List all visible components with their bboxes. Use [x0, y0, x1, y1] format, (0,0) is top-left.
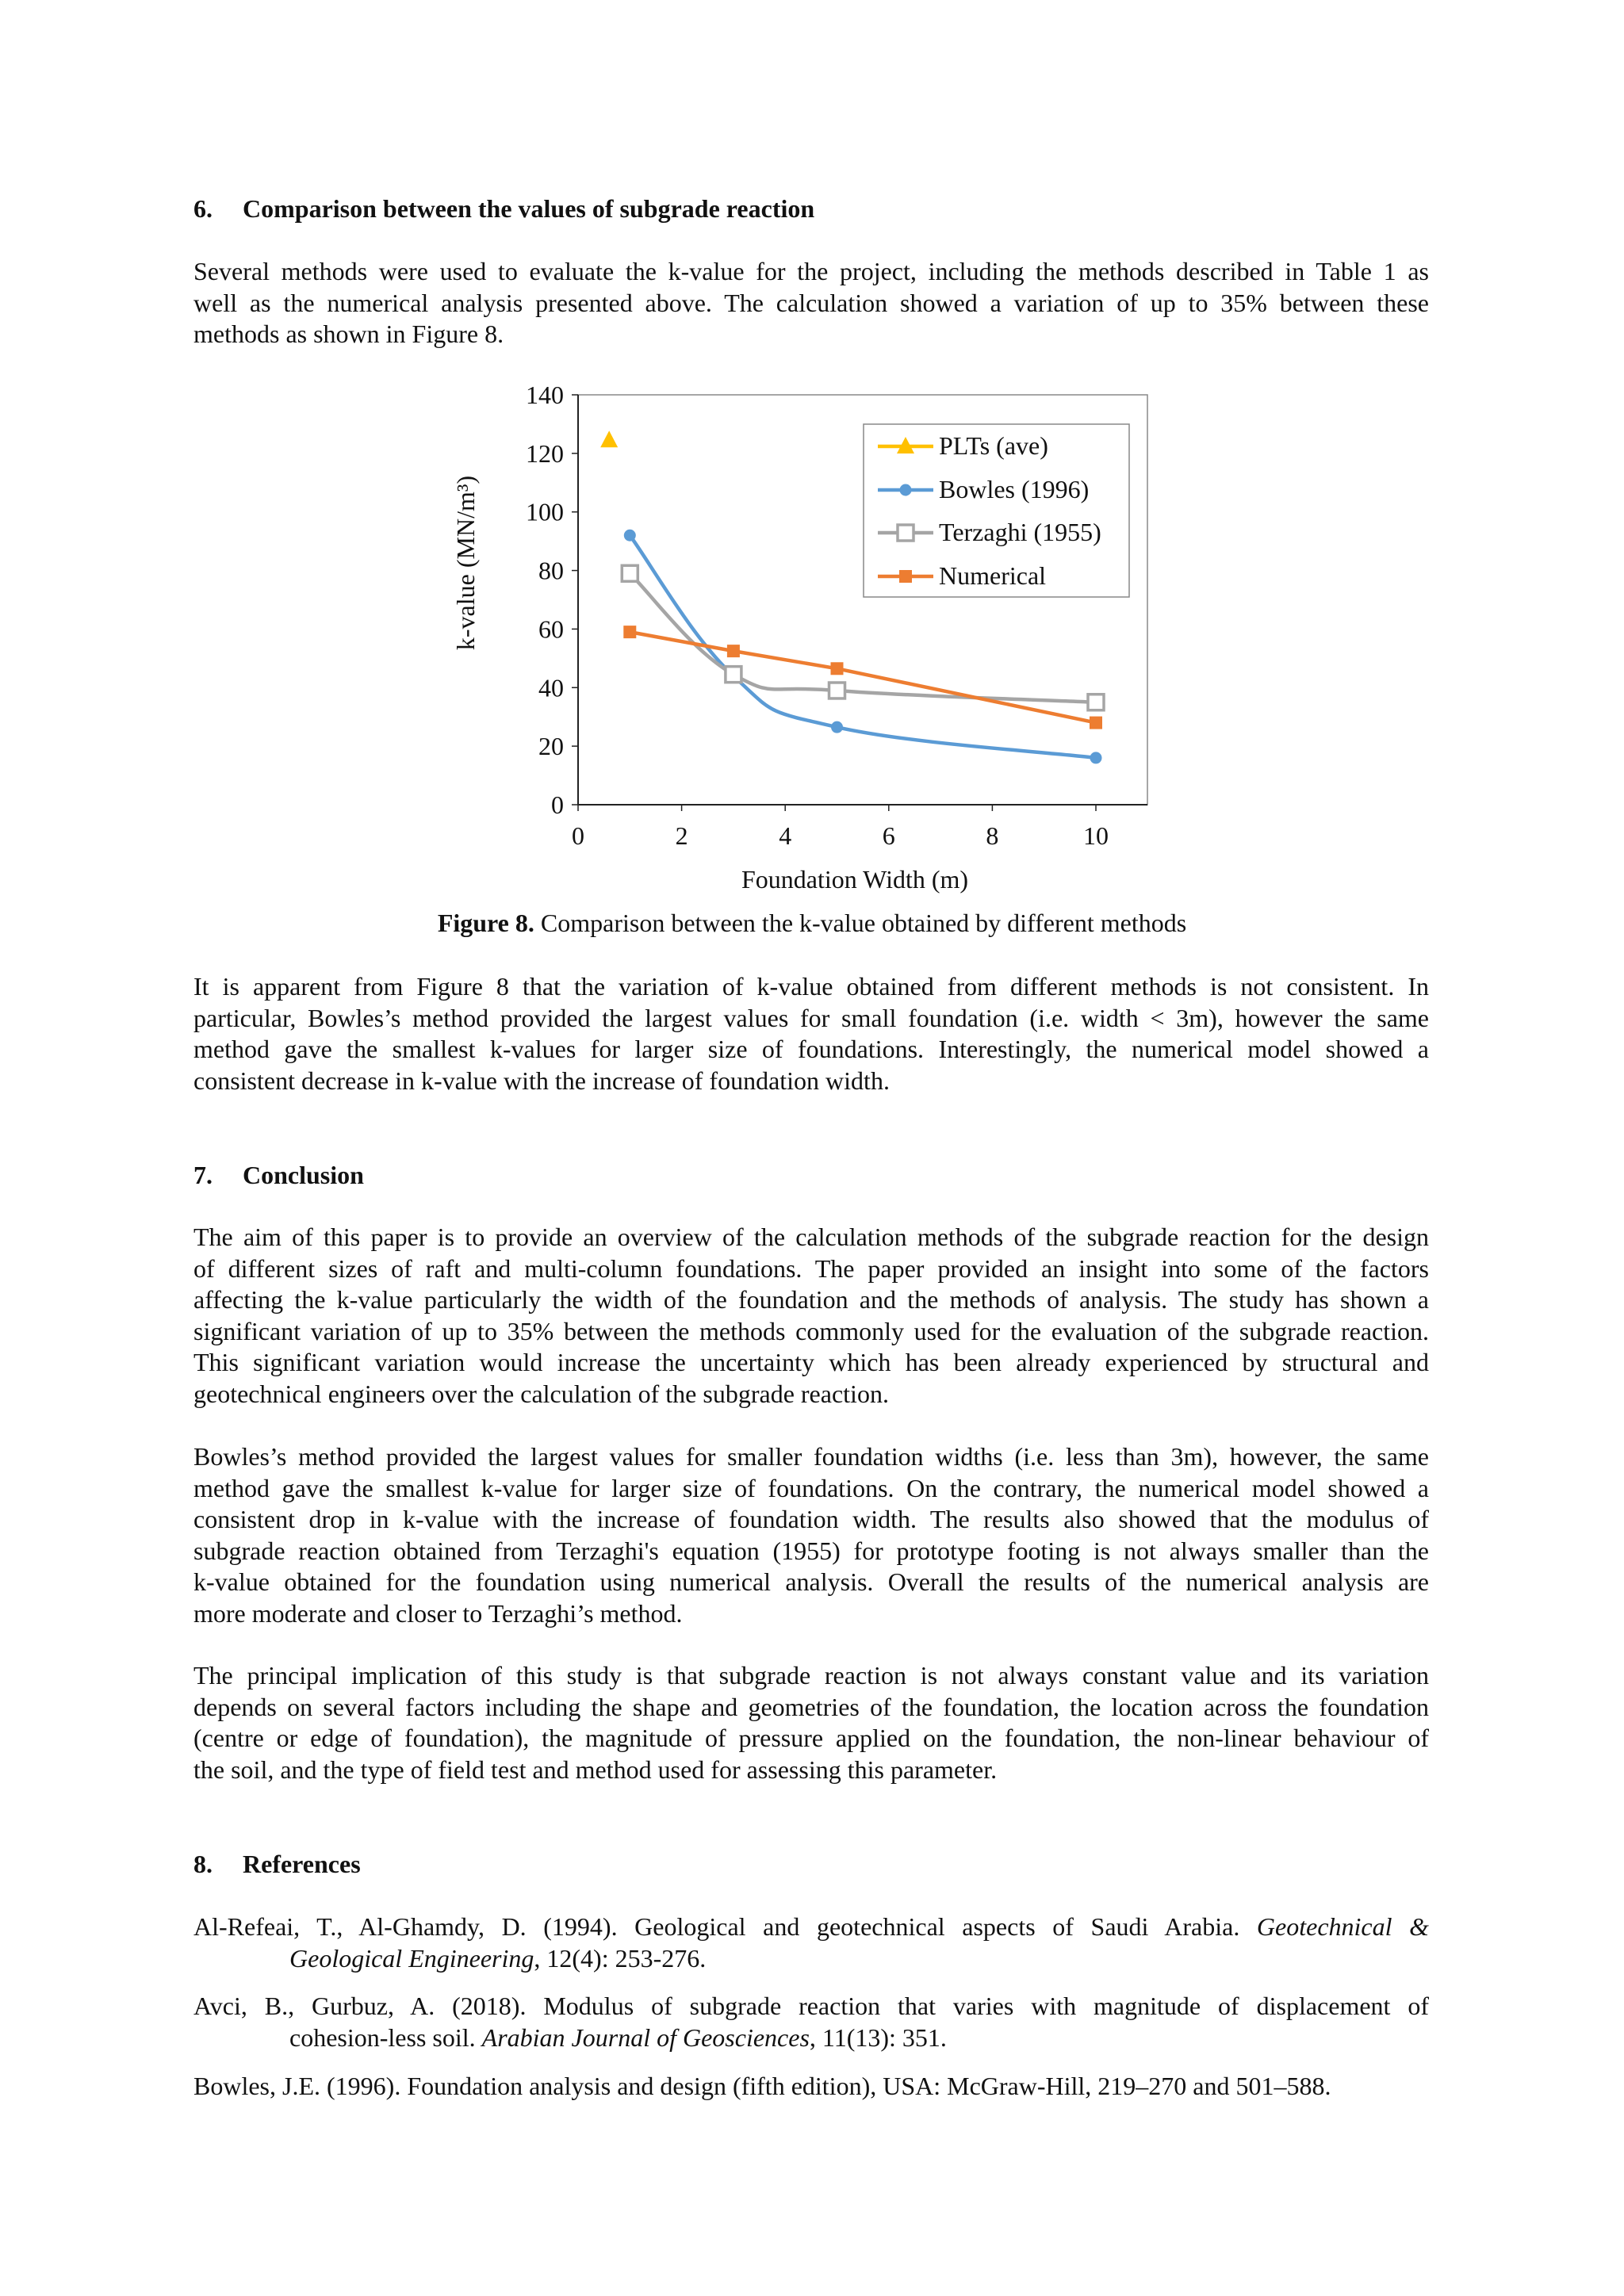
- text-line: affecting the k-value particularly the width of the foundation and the methods of analysis. The study has shown a: [193, 1285, 1429, 1314]
- y-tick-label: 20: [538, 732, 564, 761]
- text-line: of different sizes of raft and multi-column foundations. The paper provided an insight into some of the factors: [193, 1253, 1429, 1283]
- section-title: References: [243, 1850, 361, 1878]
- ref-text: , 11(13): 351.: [809, 2023, 947, 2052]
- data-point: [624, 530, 636, 541]
- data-point: [831, 721, 843, 733]
- ref-text: cohesion-less soil.: [289, 2023, 482, 2052]
- section-number: 7.: [193, 1161, 213, 1189]
- ref-text: Bowles, J.E. (1996). Foundation analysis and design (fifth edition), USA: McGraw-Hill, 219–270 and 501–588.: [193, 2072, 1331, 2100]
- text-line: particular, Bowles’s method provided the largest values for small foundation (i.e. width < 3m), however the same: [193, 1003, 1429, 1032]
- paragraph-2: [193, 971, 1429, 1096]
- x-tick-label: 4: [779, 821, 792, 850]
- ref-text: Al-Refeai, T., Al-Ghamdy, D. (1994). Geological and geotechnical aspects of Saudi Arabia.: [193, 1912, 1257, 1941]
- text-line: subgrade reaction obtained from Terzaghi's equation (1955) for prototype footing is not always smaller than the: [193, 1536, 1429, 1565]
- section-heading-7: [193, 1161, 364, 1190]
- y-axis-label: k-value (MN/m³): [451, 475, 480, 651]
- data-point: [727, 645, 740, 657]
- reference-1: [193, 1911, 1429, 1974]
- data-point: [1088, 695, 1104, 710]
- text-line: This significant variation would increase the uncertainty which has been already experienced by structural and: [193, 1348, 1429, 1376]
- data-point: [623, 626, 636, 638]
- text-line: well as the numerical analysis presented above. The calculation showed a variation of up to 35% between these: [193, 288, 1429, 317]
- text-line: method gave the smallest k-values for larger size of foundations. Interestingly, the numerical model showed a: [193, 1035, 1429, 1063]
- text-line: geotechnical engineers over the calculation of the subgrade reaction.: [193, 1379, 889, 1408]
- text-line: Bowles’s method provided the largest values for smaller foundation widths (i.e. less than 3m), however, the same: [193, 1442, 1429, 1471]
- text-line: method gave the smallest k-value for larger size of foundations. On the contrary, the numerical model showed a: [193, 1473, 1429, 1502]
- legend-label: Terzaghi (1955): [939, 518, 1101, 546]
- text-line: k-value obtained for the foundation using numerical analysis. Overall the results of the numerical analysis are: [193, 1567, 1429, 1596]
- paragraph-4: [193, 1441, 1429, 1629]
- text-line: more moderate and closer to Terzaghi’s method.: [193, 1598, 683, 1628]
- y-tick-label: 60: [538, 614, 564, 644]
- legend-marker: [899, 570, 912, 583]
- y-tick-label: 80: [538, 556, 564, 585]
- section-title: Comparison between the values of subgrade reaction: [243, 194, 815, 223]
- text-line: consistent drop in k-value with the increase of foundation width. The results also showed that the modulus of: [193, 1505, 1429, 1533]
- y-tick-label: 120: [526, 438, 564, 468]
- y-tick-label: 100: [526, 497, 564, 526]
- figure-caption-text: Comparison between the k-value obtained by different methods: [534, 909, 1187, 937]
- paragraph-1: [193, 256, 1429, 350]
- text-line: significant variation of up to 35% between the methods commonly used for the evaluation of the subgrade reaction.: [193, 1316, 1429, 1345]
- text-line: (centre or edge of foundation), the magnitude of pressure applied on the foundation, the non-linear behaviour of: [193, 1724, 1429, 1752]
- ref-journal: Arabian Journal of Geosciences: [481, 2023, 810, 2052]
- series-line-numerical: [630, 632, 1096, 722]
- legend-label: Bowles (1996): [939, 475, 1090, 503]
- ref-journal: Geotechnical &: [1256, 1912, 1430, 1941]
- x-tick-label: 0: [572, 821, 584, 850]
- x-tick-label: 10: [1083, 821, 1109, 850]
- reference-3: [193, 2070, 1429, 2102]
- figure-label: Figure 8.: [437, 909, 534, 937]
- x-tick-label: 8: [986, 821, 999, 850]
- paragraph-3: [193, 1222, 1429, 1410]
- ref-journal: Geological Engineering: [289, 1944, 534, 1973]
- text-line: The principal implication of this study is that subgrade reaction is not always constant value and its variation: [193, 1661, 1429, 1689]
- text-line: It is apparent from Figure 8 that the variation of k-value obtained from different methods is not consistent. In: [193, 972, 1429, 1001]
- section-heading-8: [193, 1850, 361, 1879]
- legend-marker: [900, 484, 912, 496]
- x-tick-label: 6: [882, 821, 895, 850]
- text-line: methods as shown in Figure 8.: [193, 320, 504, 348]
- legend-marker: [898, 525, 914, 541]
- k-value-chart: [444, 373, 1174, 912]
- section-number: 6.: [193, 194, 213, 223]
- text-line: Several methods were used to evaluate the k-value for the project, including the methods described in Table 1 as: [193, 257, 1429, 285]
- text-line: the soil, and the type of field test and method used for assessing this parameter.: [193, 1755, 998, 1784]
- y-tick-label: 0: [551, 790, 564, 819]
- data-point: [831, 662, 844, 675]
- section-number: 8.: [193, 1850, 213, 1878]
- data-point: [1090, 717, 1102, 729]
- ref-text: , 12(4): 253-276.: [534, 1944, 707, 1973]
- data-point: [829, 683, 845, 698]
- ref-text: Avci, B., Gurbuz, A. (2018). Modulus of subgrade reaction that varies with magnitude of displacement of: [193, 1992, 1429, 2020]
- data-point: [726, 667, 741, 683]
- legend-label: Numerical: [939, 561, 1047, 590]
- section-title: Conclusion: [243, 1161, 364, 1189]
- data-point: [600, 430, 618, 447]
- data-point: [622, 565, 638, 581]
- text-line: depends on several factors including the shape and geometries of the foundation, the location across the foundation: [193, 1692, 1429, 1721]
- figure-caption: [0, 909, 1624, 938]
- y-tick-label: 140: [526, 381, 564, 409]
- reference-2: [193, 1990, 1429, 2053]
- text-line: consistent decrease in k-value with the increase of foundation width.: [193, 1066, 890, 1095]
- text-line: The aim of this paper is to provide an overview of the calculation methods of the subgrade reaction for the design: [193, 1223, 1429, 1251]
- paragraph-5: [193, 1660, 1429, 1785]
- data-point: [1090, 752, 1102, 763]
- legend-label: PLTs (ave): [939, 431, 1048, 460]
- y-tick-label: 40: [538, 673, 564, 702]
- x-axis-label: Foundation Width (m): [741, 865, 969, 894]
- section-heading-6: [193, 194, 814, 224]
- x-tick-label: 2: [675, 821, 688, 850]
